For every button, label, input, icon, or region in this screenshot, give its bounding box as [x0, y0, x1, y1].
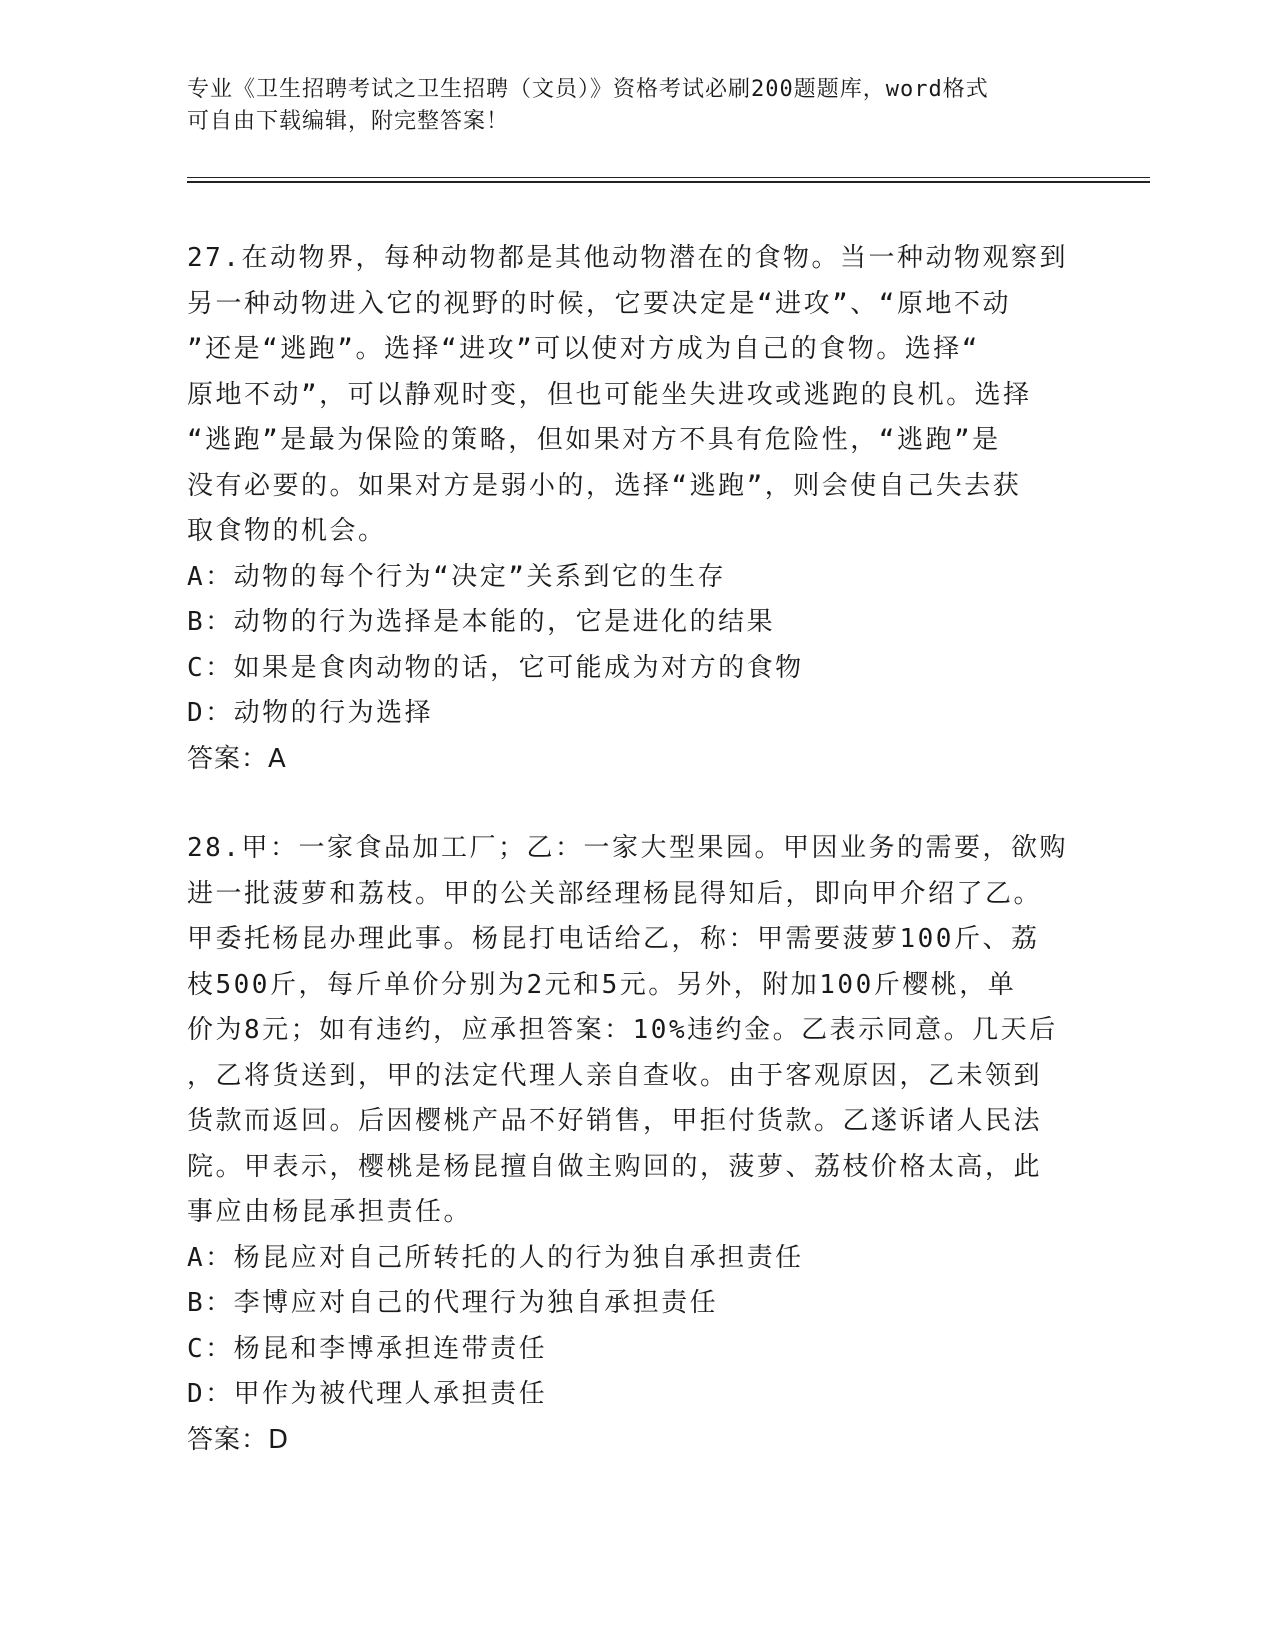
document-header [187, 74, 1067, 138]
header-line-2: 可自由下载编辑，附完整答案！ [187, 109, 510, 134]
option-a: A：动物的每个行为“决定”关系到它的生存 [187, 561, 726, 592]
question-stem [187, 826, 1077, 1236]
stem-line: 原地不动”，可以静观时变，但也可能坐失进攻或逃跑的良机。选择 [187, 379, 1032, 410]
option-c: C：杨昆和李博承担连带责任 [187, 1333, 548, 1364]
question-28 [187, 826, 1077, 1463]
stem-line: 枝500斤，每斤单价分别为2元和5元。另外，附加100斤樱桃，单 [187, 969, 1017, 1000]
answer-label: 答案：A [187, 743, 287, 774]
question-27 [187, 236, 1077, 782]
stem-line: 28.甲：一家食品加工厂；乙：一家大型果园。甲因业务的需要，欲购 [187, 833, 1068, 863]
stem-line: 27.在动物界，每种动物都是其他动物潜在的食物。当一种动物观察到 [187, 243, 1068, 273]
option-c: C：如果是食肉动物的话，它可能成为对方的食物 [187, 652, 804, 683]
stem-line: 价为8元；如有违约，应承担答案：10%违约金。乙表示同意。几天后 [187, 1015, 1058, 1045]
stem-line: 事应由杨昆承担责任。 [187, 1197, 473, 1227]
stem-line: 院。甲表示，樱桃是杨昆擅自做主购回的，菠萝、荔枝价格太高，此 [187, 1151, 1043, 1182]
stem-line: ”还是“逃跑”。选择“进攻”可以使对方成为自己的食物。选择“ [187, 334, 980, 364]
option-d: D：动物的行为选择 [187, 698, 434, 728]
stem-line: 货款而返回。后因樱桃产品不好销售，甲拒付货款。乙遂诉诸人民法 [187, 1106, 1043, 1136]
option-list [187, 555, 1077, 737]
option-b: B：动物的行为选择是本能的，它是进化的结果 [187, 607, 776, 637]
header-divider-thick [187, 181, 1150, 183]
option-b: B：李博应对自己的代理行为独自承担责任 [187, 1288, 719, 1318]
stem-line: ，乙将货送到，甲的法定代理人亲自查收。由于客观原因，乙未领到 [187, 1060, 1043, 1091]
stem-line: 甲委托杨昆办理此事。杨昆打电话给乙，称：甲需要菠萝100斤、荔 [187, 924, 1040, 954]
header-divider-thin [187, 177, 1150, 178]
option-d: D：甲作为被代理人承担责任 [187, 1379, 548, 1409]
option-a: A：杨昆应对自己所转托的人的行为独自承担责任 [187, 1242, 804, 1273]
option-list [187, 1236, 1077, 1418]
stem-line: “逃跑”是最为保险的策略，但如果对方不具有危险性，“逃跑”是 [187, 425, 1001, 455]
stem-line: 进一批菠萝和荔枝。甲的公关部经理杨昆得知后，即向甲介绍了乙。 [187, 878, 1043, 909]
stem-line: 另一种动物进入它的视野的时候，它要决定是“进攻”、“原地不动 [187, 288, 1011, 319]
header-line-1: 专业《卫生招聘考试之卫生招聘（文员）》资格考试必刷200题题库，word格式 [187, 77, 989, 102]
stem-line: 取食物的机会。 [187, 516, 387, 546]
question-stem [187, 236, 1077, 555]
answer-label: 答案：D [187, 1424, 290, 1455]
stem-line: 没有必要的。如果对方是弱小的，选择“逃跑”，则会使自己失去获 [187, 470, 1022, 501]
